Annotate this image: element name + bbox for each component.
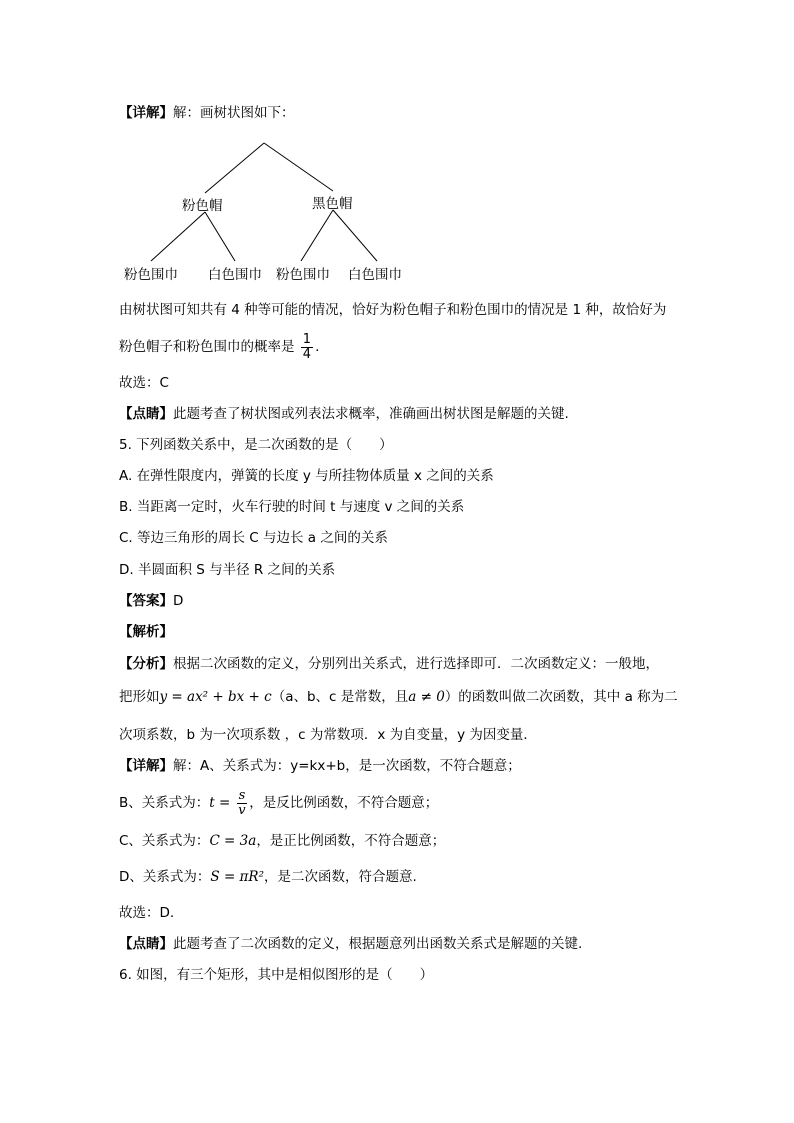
- fraction-numerator: s: [238, 787, 246, 803]
- q5-question: 5. 下列函数关系中，是二次函数的是（ ）: [119, 437, 393, 453]
- detail-b-post: ，是反比例函数，不符合题意；: [249, 795, 439, 811]
- tree-node-pink-hat: 粉色帽: [182, 198, 223, 214]
- q5-fenxi-line3: 次项系数，b 为一次项系数 ，c 为常数项．x 为自变量，y 为因变量．: [119, 727, 537, 743]
- fraction-denominator: v: [238, 802, 246, 818]
- q5-detail-d-line: [119, 868, 417, 886]
- detail-d-post: ，是二次函数，符合题意.: [264, 869, 417, 885]
- q4-choice: 故选：C: [119, 375, 169, 391]
- q5-option-a: A. 在弹性限度内，弹簧的长度 y 与所挂物体质量 x 之间的关系: [119, 468, 494, 484]
- tree-leaf-4: 白色围巾: [348, 267, 402, 283]
- tree-edge: [205, 212, 235, 261]
- tree-edge: [301, 210, 333, 261]
- q4-comment-line: [119, 405, 569, 423]
- detail-intro-text: 解：画树状图如下：: [173, 105, 295, 121]
- detail-b-lhs: t =: [209, 795, 231, 811]
- fenxi-line2-post: ）的函数叫做二次函数，其中 a 称为二: [444, 689, 678, 705]
- q4-explain-line1: 由树状图可知共有 4 种等可能的情况，恰好为粉色帽子和粉色围巾的情况是 1 种，故恰好为: [119, 302, 667, 318]
- fraction-denominator: 4: [302, 346, 312, 362]
- tree-edge: [333, 210, 377, 261]
- detail-tag: 【详解】: [119, 758, 173, 774]
- q5-detail-a-line: [119, 757, 521, 775]
- detail-tag: 【详解】: [119, 105, 173, 121]
- answer-tag: 【答案】: [119, 593, 173, 609]
- q5-detail-c-line: [119, 832, 445, 850]
- q5-fenxi-line2: [119, 688, 678, 706]
- q5-comment-line: [119, 935, 582, 953]
- tree-edge: [264, 143, 333, 191]
- q5-answer: D: [173, 593, 184, 609]
- q5-answer-line: [119, 592, 183, 610]
- detail-d-formula: S = πR²: [210, 869, 264, 885]
- q5-detail-a: 解：A、关系式为：y=kx+b，是一次函数，不符合题意；: [173, 758, 521, 774]
- comment-tag: 【点睛】: [119, 406, 173, 422]
- tree-leaf-1: 粉色围巾: [124, 267, 178, 283]
- q4-explain-post: .: [315, 339, 320, 355]
- q4-explain-pre: 粉色帽子和粉色围巾的概率是: [119, 339, 295, 355]
- analysis-tag: 【解析】: [119, 624, 173, 640]
- probability-fraction: [301, 333, 313, 362]
- condition-formula: a ≠ 0: [408, 689, 445, 705]
- detail-c-formula: C = 3a: [209, 833, 257, 849]
- tree-edge: [151, 212, 205, 261]
- q5-choice: 故选：D.: [119, 905, 175, 921]
- q4-explain-line2: [119, 327, 319, 367]
- comment-tag: 【点睛】: [119, 936, 173, 952]
- fenxi-tag: 【分析】: [119, 656, 173, 672]
- detail-c-pre: C、关系式为：: [119, 833, 210, 849]
- tree-edge: [205, 143, 264, 193]
- quadratic-formula: y = ax² + bx + c: [159, 689, 272, 705]
- tree-leaf-2: 白色围巾: [208, 267, 262, 283]
- q5-fenxi-text1: 根据二次函数的定义，分别列出关系式，进行选择即可．二次函数定义：一般地，: [173, 656, 659, 672]
- q5-comment: 此题考查了二次函数的定义，根据题意列出函数关系式是解题的关键.: [173, 936, 583, 952]
- fenxi-line2-pre: 把形如: [119, 689, 160, 705]
- detail-b-pre: B、关系式为：: [119, 795, 210, 811]
- fraction-numerator: 1: [302, 331, 312, 347]
- detail-c-post: ，是正比例函数，不符合题意；: [256, 833, 446, 849]
- tree-node-black-hat: 黑色帽: [312, 196, 353, 212]
- tree-leaf-3: 粉色围巾: [276, 267, 330, 283]
- q5-option-b: B. 当距离一定时，火车行驶的时间 t 与速度 v 之间的关系: [119, 499, 465, 515]
- q5-option-d: D. 半圆面积 S 与半径 R 之间的关系: [119, 562, 336, 578]
- q4-comment: 此题考查了树状图或列表法求概率，准确画出树状图是解题的关键.: [173, 406, 569, 422]
- q5-detail-b-line: [119, 783, 438, 823]
- fenxi-line2-mid: （a、b、c 是常数，且: [271, 689, 409, 705]
- q6-question: 6. 如图，有三个矩形，其中是相似图形的是（ ）: [119, 967, 434, 983]
- q5-fenxi-line1: [119, 655, 659, 673]
- tree-diagram: [0, 0, 794, 300]
- q5-option-c: C. 等边三角形的周长 C 与边长 a 之间的关系: [119, 530, 388, 546]
- detail-d-pre: D、关系式为：: [119, 869, 211, 885]
- s-over-v-fraction: [237, 789, 248, 818]
